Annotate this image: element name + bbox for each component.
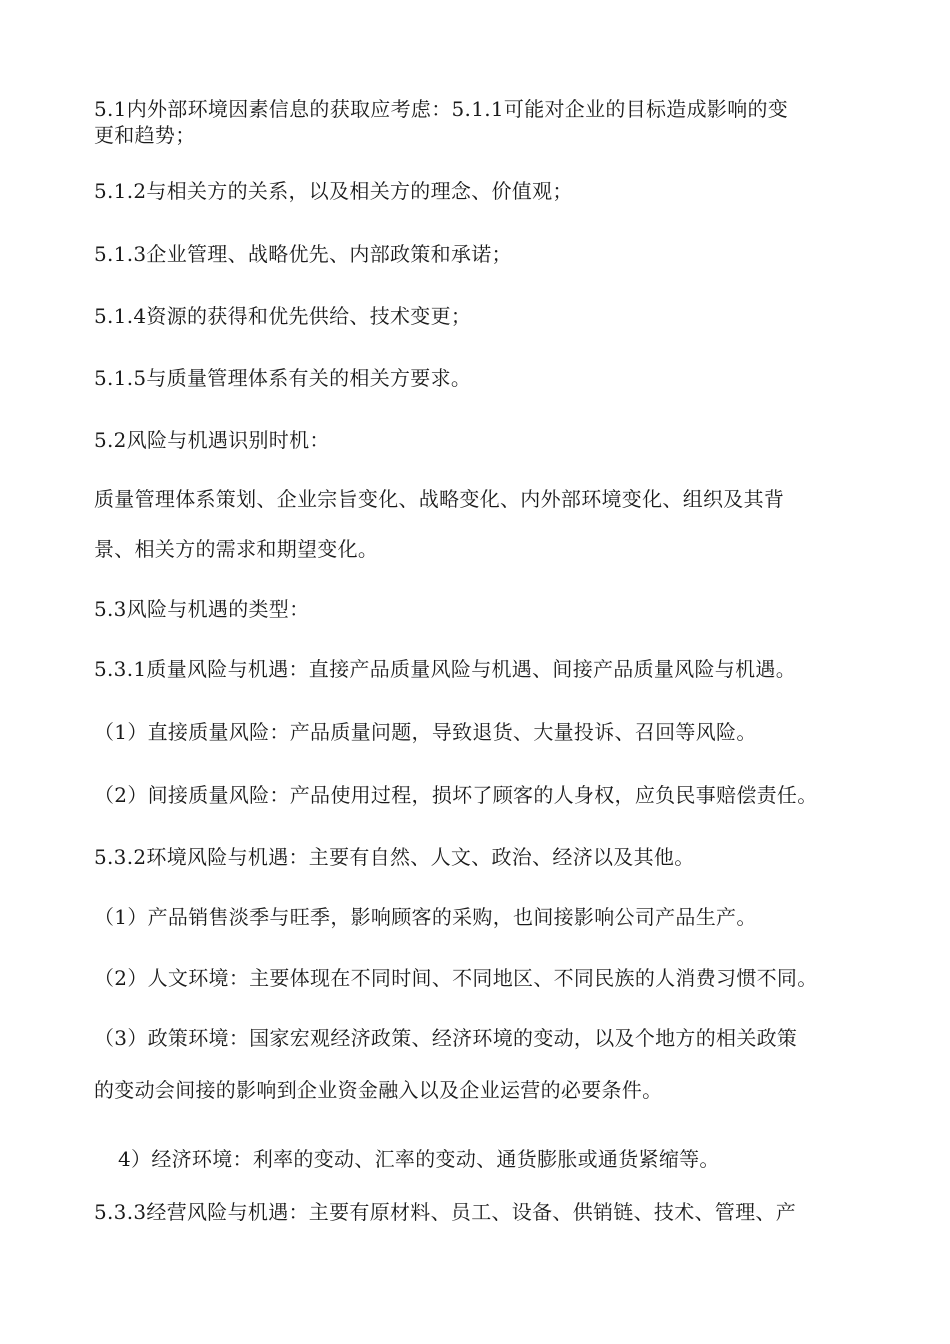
quality-risk-item-2: （2）间接质量风险：产品使用过程，损坏了顾客的人身权，应负民事赔偿责任。 (94, 783, 818, 807)
clause-5-3-3: 5.3.3经营风险与机遇：主要有原材料、员工、设备、供销链、技术、管理、产 (94, 1200, 796, 1224)
env-risk-item-3-line-1: （3）政策环境：国家宏观经济政策、经济环境的变动，以及个地方的相关政策 (94, 1026, 798, 1050)
env-risk-item-2: （2）人文环境：主要体现在不同时间、不同地区、不同民族的人消费习惯不同。 (94, 966, 818, 990)
clause-5-1-5: 5.1.5与质量管理体系有关的相关方要求。 (94, 366, 472, 390)
clause-5-2-body-line-1: 质量管理体系策划、企业宗旨变化、战略变化、内外部环境变化、组织及其背 (94, 487, 785, 511)
clause-5-3-2: 5.3.2环境风险与机遇：主要有自然、人文、政治、经济以及其他。 (94, 845, 695, 869)
clause-5-1-4: 5.1.4资源的获得和优先供给、技术变更； (94, 304, 472, 328)
clause-5-1-2: 5.1.2与相关方的关系，以及相关方的理念、价值观； (94, 179, 573, 203)
clause-5-3-1: 5.3.1质量风险与机遇：直接产品质量风险与机遇、间接产品质量风险与机遇。 (94, 657, 796, 681)
clause-5-1-line-2: 更和趋势； (94, 123, 196, 147)
env-risk-item-4: 4）经济环境：利率的变动、汇率的变动、通货膨胀或通货紧缩等。 (118, 1147, 720, 1171)
env-risk-item-3-line-2: 的变动会间接的影响到企业资金融入以及企业运营的必要条件。 (94, 1078, 663, 1102)
clause-5-1-line-1: 5.1内外部环境因素信息的获取应考虑：5.1.1可能对企业的目标造成影响的变 (94, 97, 789, 121)
env-risk-item-1: （1）产品销售淡季与旺季，影响顾客的采购，也间接影响公司产品生产。 (94, 905, 757, 929)
clause-5-3-heading: 5.3风险与机遇的类型： (94, 597, 310, 621)
clause-5-2-body-line-2: 景、相关方的需求和期望变化。 (94, 537, 379, 561)
clause-5-1-3: 5.1.3企业管理、战略优先、内部政策和承诺； (94, 242, 512, 266)
clause-5-2-heading: 5.2风险与机遇识别时机： (94, 428, 330, 452)
quality-risk-item-1: （1）直接质量风险：产品质量问题，导致退货、大量投诉、召回等风险。 (94, 720, 757, 744)
